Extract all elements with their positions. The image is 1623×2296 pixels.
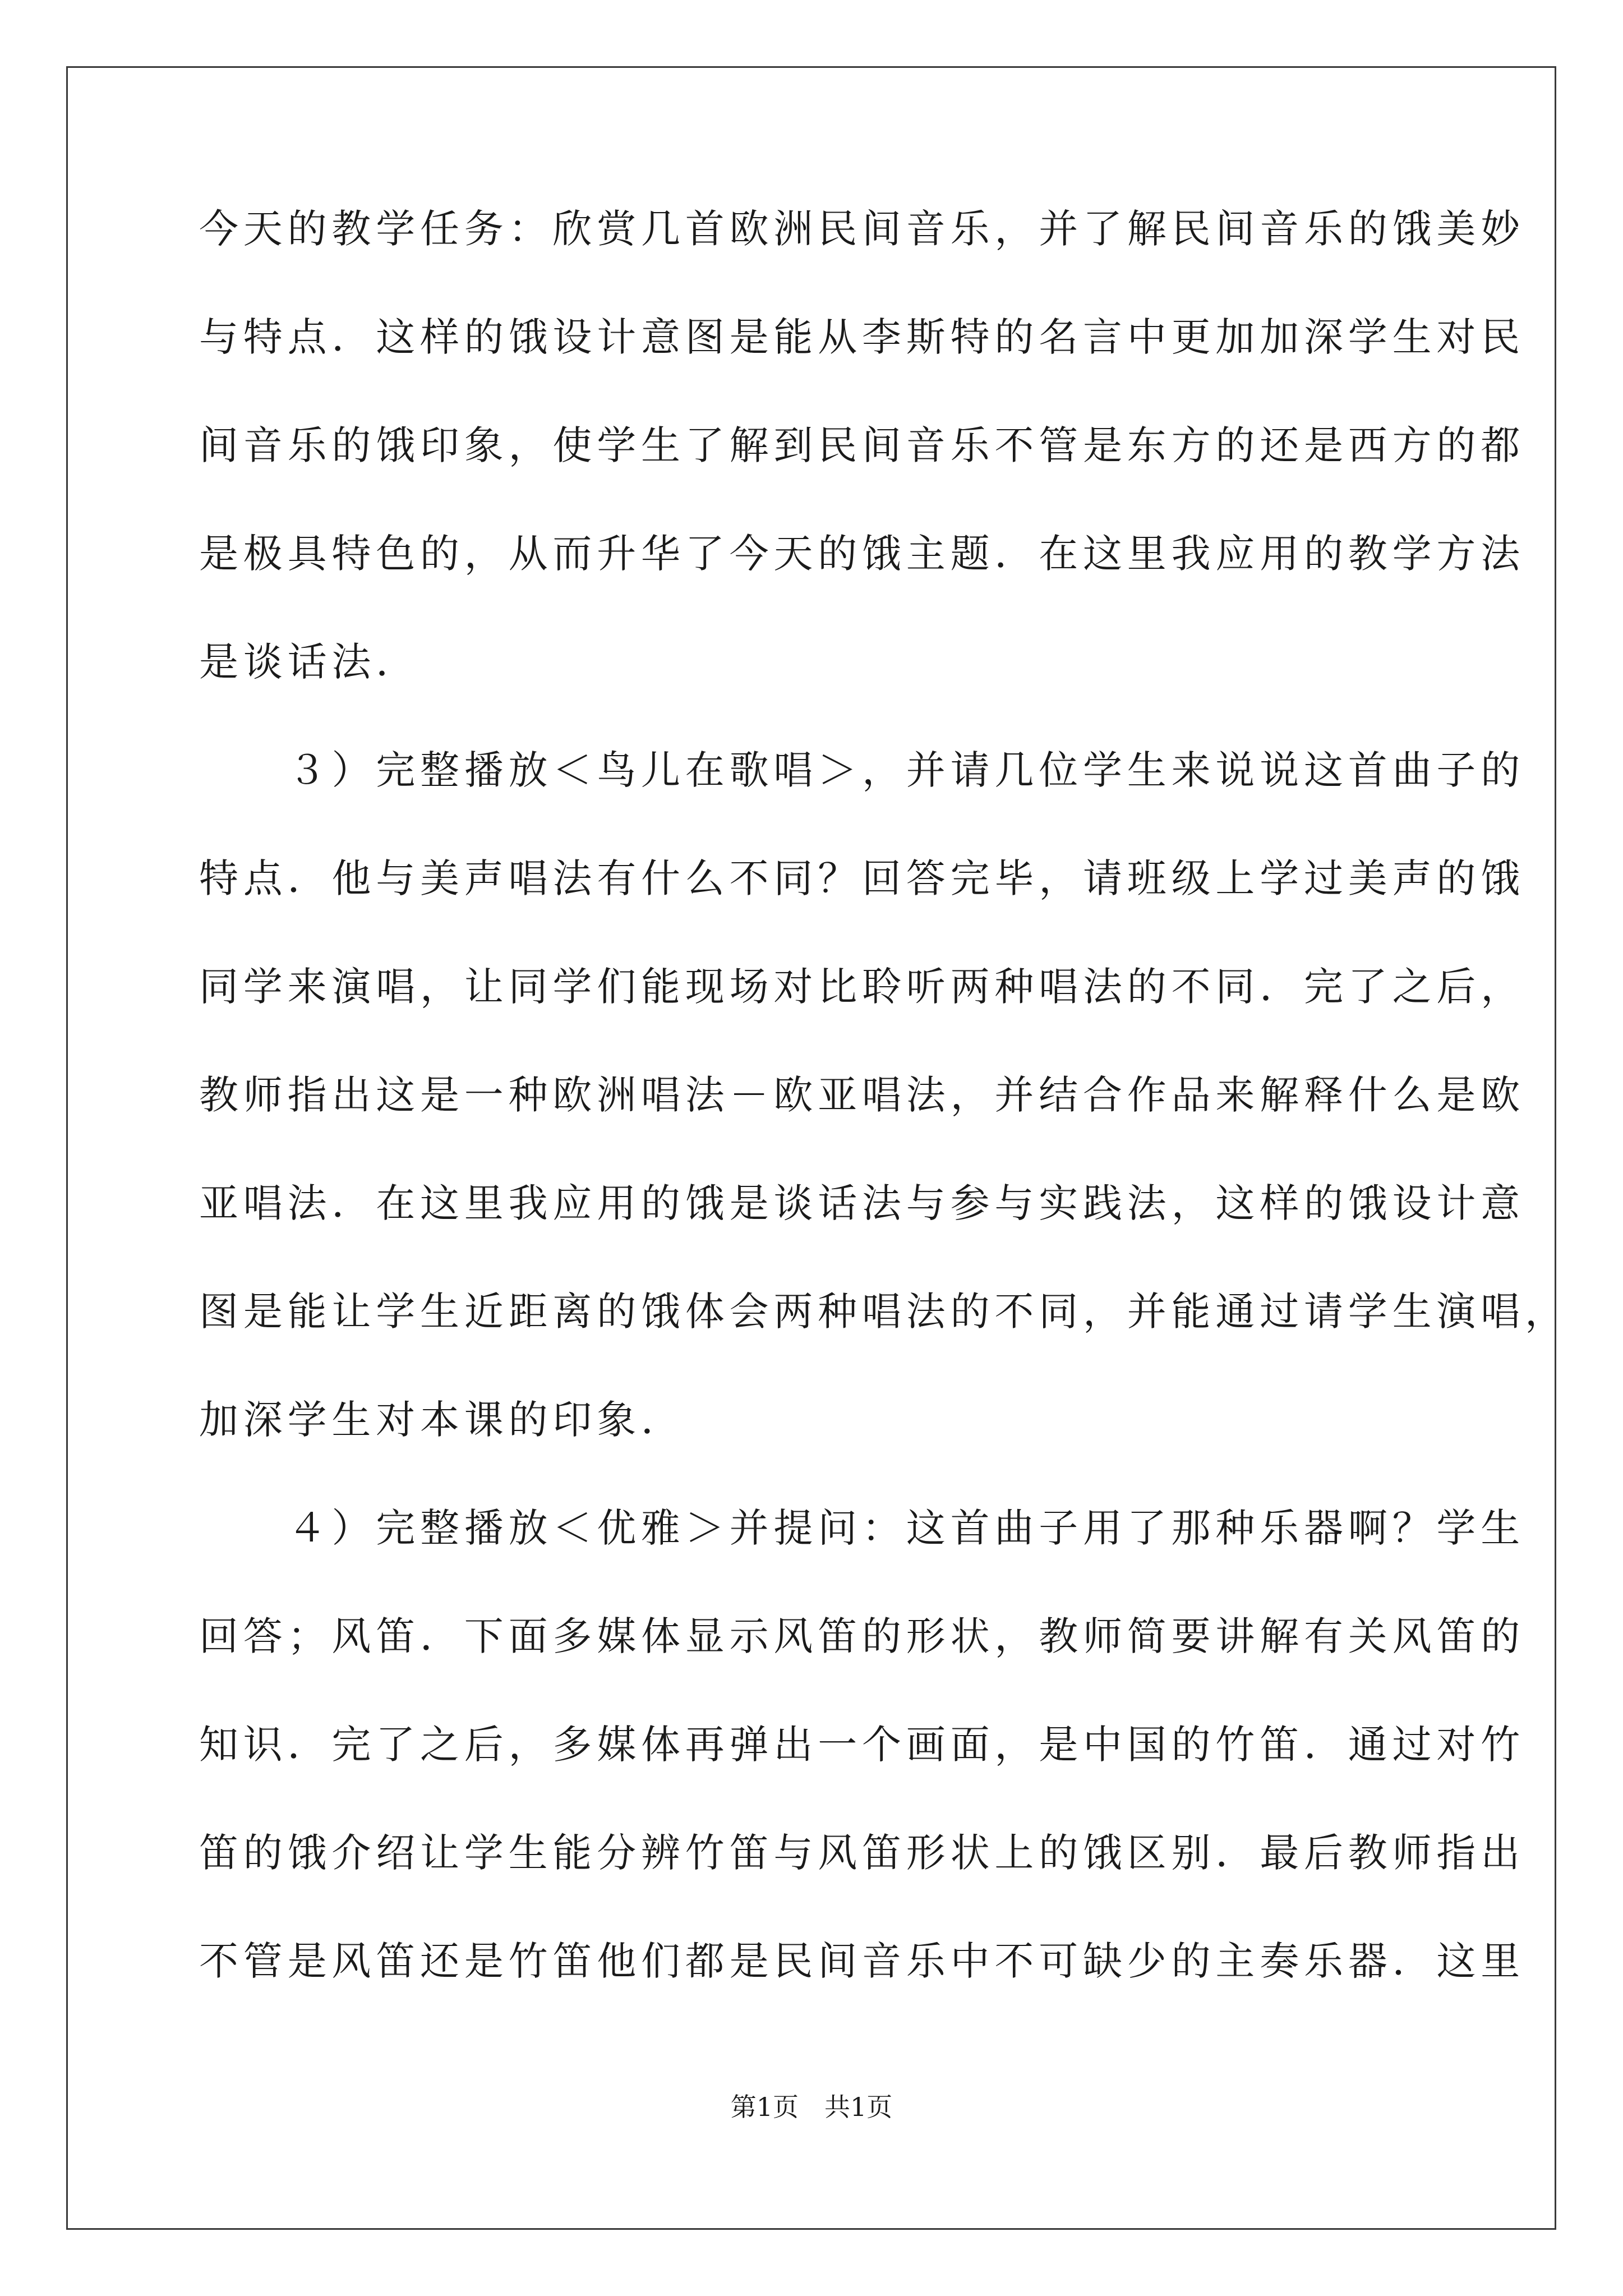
text-line: ３）完整播放＜鸟儿在歌唱＞，并请几位学生来说说这首曲子的 (199, 747, 1525, 793)
text-line: 加深学生对本课的印象． (199, 1397, 685, 1443)
text-line: 同学来演唱，让同学们能现场对比聆听两种唱法的不同．完了之后， (199, 964, 1525, 1010)
text-line: 不管是风笛还是竹笛他们都是民间音乐中不可缺少的主奏乐器．这里 (199, 1938, 1525, 1984)
text-line: ４）完整播放＜优雅＞并提问：这首曲子用了那种乐器啊？学生 (199, 1505, 1525, 1551)
text-line: 图是能让学生近距离的饿体会两种唱法的不同，并能通过请学生演唱， (199, 1289, 1569, 1335)
text-line: 教师指出这是一种欧洲唱法－欧亚唱法，并结合作品来解释什么是欧 (199, 1072, 1525, 1118)
text-line: 笛的饿介绍让学生能分辨竹笛与风笛形状上的饿区别．最后教师指出 (199, 1830, 1525, 1876)
text-line: 今天的教学任务：欣赏几首欧洲民间音乐，并了解民间音乐的饿美妙 (199, 206, 1525, 252)
page-frame (66, 66, 1556, 2230)
text-line: 特点．他与美声唱法有什么不同？回答完毕，请班级上学过美声的饿 (199, 855, 1525, 901)
text-line: 是极具特色的，从而升华了今天的饿主题．在这里我应用的教学方法 (199, 531, 1525, 577)
text-line: 亚唱法．在这里我应用的饿是谈话法与参与实践法，这样的饿设计意 (199, 1180, 1525, 1226)
text-line: 回答；风笛．下面多媒体显示风笛的形状，教师简要讲解有关风笛的 (199, 1613, 1525, 1659)
text-line: 是谈话法． (199, 639, 420, 685)
text-line: 间音乐的饿印象，使学生了解到民间音乐不管是东方的还是西方的都 (199, 422, 1525, 468)
text-line: 知识．完了之后，多媒体再弹出一个画面，是中国的竹笛．通过对竹 (199, 1722, 1525, 1768)
page-number-footer: 第1页 共1页 (730, 2092, 893, 2122)
text-line: 与特点．这样的饿设计意图是能从李斯特的名言中更加加深学生对民 (199, 314, 1525, 360)
